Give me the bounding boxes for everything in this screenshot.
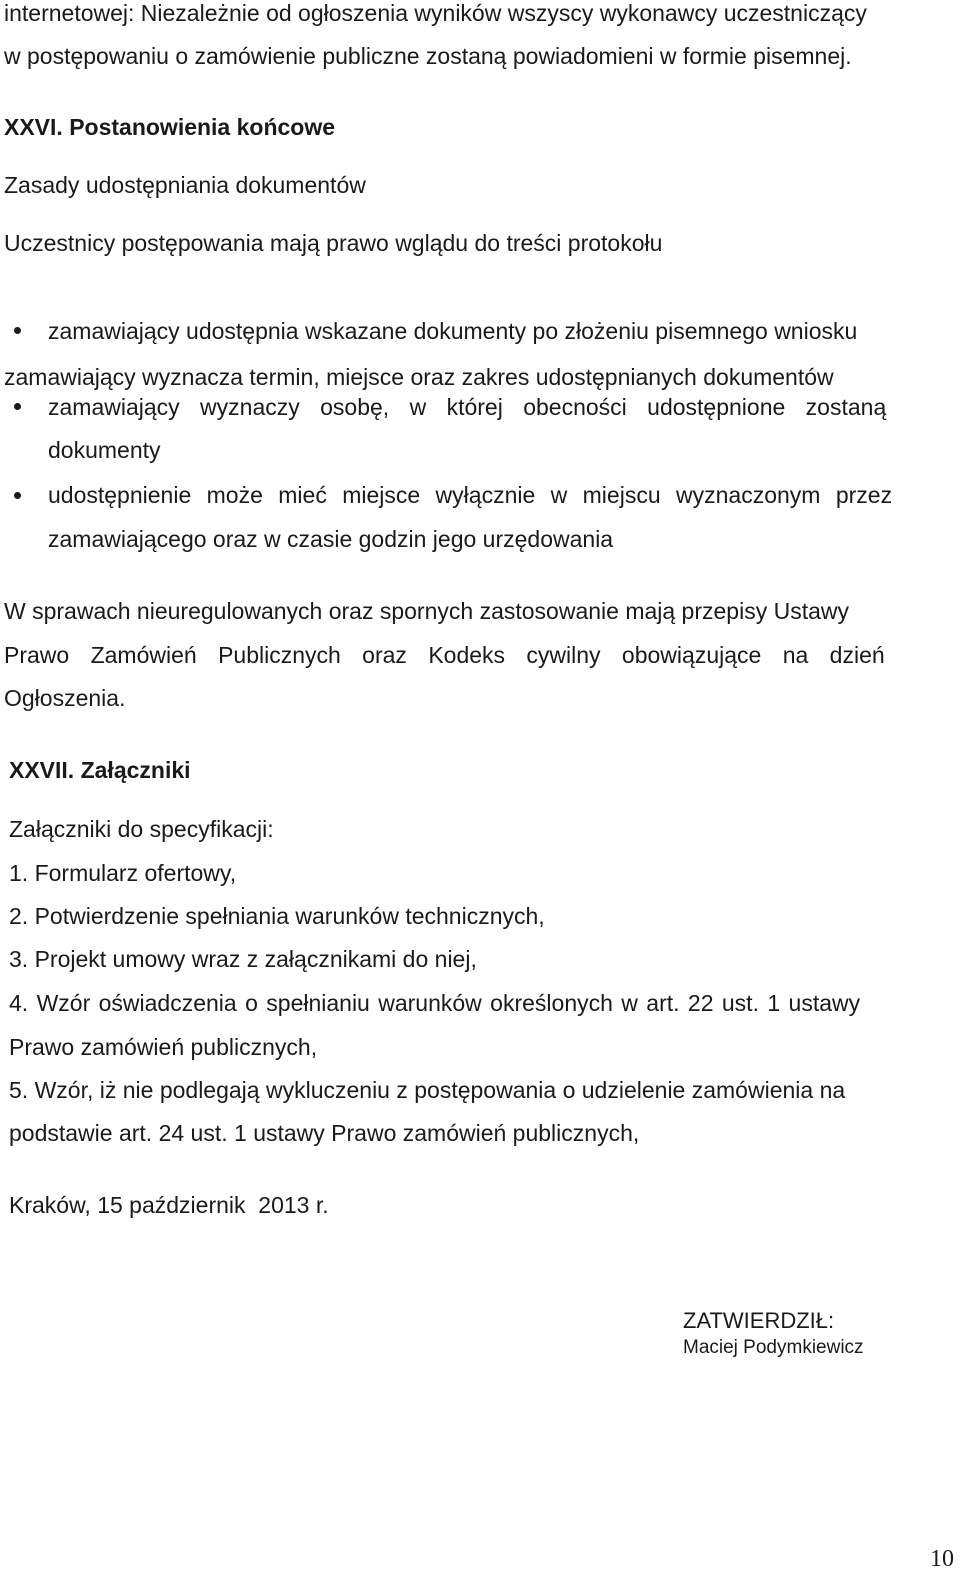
attachment-item-5-line-2: podstawie art. 24 ust. 1 ustawy Prawo zamówień publicznych, (9, 1120, 640, 1146)
attachment-item-5-line-1: 5. Wzór, iż nie podlegają wykluczeniu z postępowania o udzielenie zamówienia na (9, 1077, 846, 1103)
bullet-icon (14, 327, 21, 334)
rights-text: Uczestnicy postępowania mają prawo wglądu do treści protokołu (4, 230, 663, 256)
law-line-2: Prawo Zamówień Publicznych oraz Kodeks cywilny obowiązujące na dzień (4, 642, 885, 668)
plain-line: zamawiający wyznacza termin, miejsce oraz zakres udostępnianych dokumentów (4, 364, 834, 390)
section-27-heading: XXVII. Załączniki (9, 757, 191, 783)
intro-line-1: internetowej: Niezależnie od ogłoszenia wyników wszyscy wykonawcy uczestniczący (4, 0, 867, 26)
place-date: Kraków, 15 październik 2013 r. (9, 1192, 329, 1218)
attachment-item-4-line-1: 4. Wzór oświadczenia o spełnianiu warunków określonych w art. 22 ust. 1 ustawy (9, 990, 861, 1016)
bullet-item-1: zamawiający udostępnia wskazane dokumenty po złożeniu pisemnego wniosku (48, 318, 858, 344)
bullet-item-2-line-1: zamawiający wyznaczy osobę, w której obecności udostępnione zostaną (48, 394, 887, 420)
section-26-heading: XXVI. Postanowienia końcowe (4, 114, 336, 140)
attachments-intro: Załączniki do specyfikacji: (9, 816, 274, 842)
law-line-3: Ogłoszenia. (4, 685, 126, 711)
signature-name: Maciej Podymkiewicz (683, 1337, 864, 1358)
attachment-item-3: 3. Projekt umowy wraz z załącznikami do niej, (9, 946, 477, 972)
attachment-item-4-line-2: Prawo zamówień publicznych, (9, 1034, 318, 1060)
attachment-item-1: 1. Formularz ofertowy, (9, 860, 237, 886)
intro-line-2: w postępowaniu o zamówienie publiczne zostaną powiadomieni w formie pisemnej. (4, 43, 852, 69)
law-line-1: W sprawach nieuregulowanych oraz spornych zastosowanie mają przepisy Ustawy (4, 598, 849, 624)
attachment-item-2: 2. Potwierdzenie spełniania warunków technicznych, (9, 903, 545, 929)
bullet-item-2-line-2: dokumenty (48, 437, 161, 463)
bullet-item-3-line-1: udostępnienie może mieć miejsce wyłącznie w miejscu wyznaczonym przez (48, 482, 893, 508)
bullet-item-3-line-2: zamawiającego oraz w czasie godzin jego urzędowania (48, 526, 614, 552)
section-26-subheading: Zasady udostępniania dokumentów (4, 172, 366, 198)
signature-title: ZATWIERDZIŁ: (683, 1308, 835, 1333)
page-number: 10 (930, 1546, 954, 1572)
bullet-icon (14, 403, 21, 410)
bullet-icon (14, 492, 21, 499)
